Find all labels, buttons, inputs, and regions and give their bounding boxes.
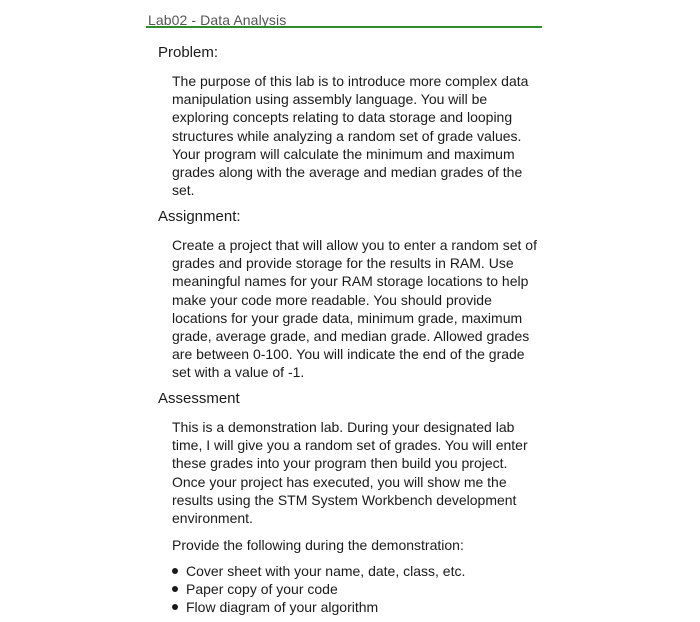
- bullet-icon: [172, 604, 178, 610]
- problem-paragraph: The purpose of this lab is to introduce more complex data manipulation using assembly language. You will be exploring concepts relating to data storage and looping structures while analyzing a random set of grade values. Your program will calculate the minimum and maximum grades along with the average and median grades of the set.: [172, 73, 529, 199]
- list-item-text: Paper copy of your code: [186, 581, 338, 598]
- document-title: Lab02 - Data Analysis: [148, 12, 287, 28]
- section-heading-problem: Problem:: [158, 44, 219, 61]
- section-heading-assignment: Assignment:: [158, 208, 241, 225]
- bullet-icon: [172, 586, 178, 592]
- assessment-paragraph: This is a demonstration lab. During your designated lab time, I will give you a random set of grades. You will enter these grades into your program then build you project. Once your project has executed, you will show me the results using the STM System Workbench development environment.: [172, 419, 528, 527]
- list-item-text: Cover sheet with your name, date, class, etc.: [186, 563, 466, 579]
- list-item-text: Flow diagram of your algorithm: [186, 599, 379, 616]
- list-item: [172, 580, 465, 598]
- demonstration-intro: Provide the following during the demonstration:: [172, 537, 464, 553]
- list-item: [172, 562, 465, 580]
- title-underline: [146, 26, 542, 28]
- assignment-paragraph: Create a project that will allow you to enter a random set of grades and provide storage for the results in RAM. Use meaningful names for your RAM storage locations to help make your code more readable. You should provide locations for your grade data, minimum grade, maximum grade, average grade, and median grade. Allowed grades are between 0-100. You will indicate the end of the grade set with a value of -1.: [172, 237, 537, 381]
- bullet-icon: [172, 568, 178, 574]
- list-item: [172, 598, 465, 616]
- deliverables-list: [172, 562, 465, 617]
- section-heading-assessment: Assessment: [158, 390, 240, 407]
